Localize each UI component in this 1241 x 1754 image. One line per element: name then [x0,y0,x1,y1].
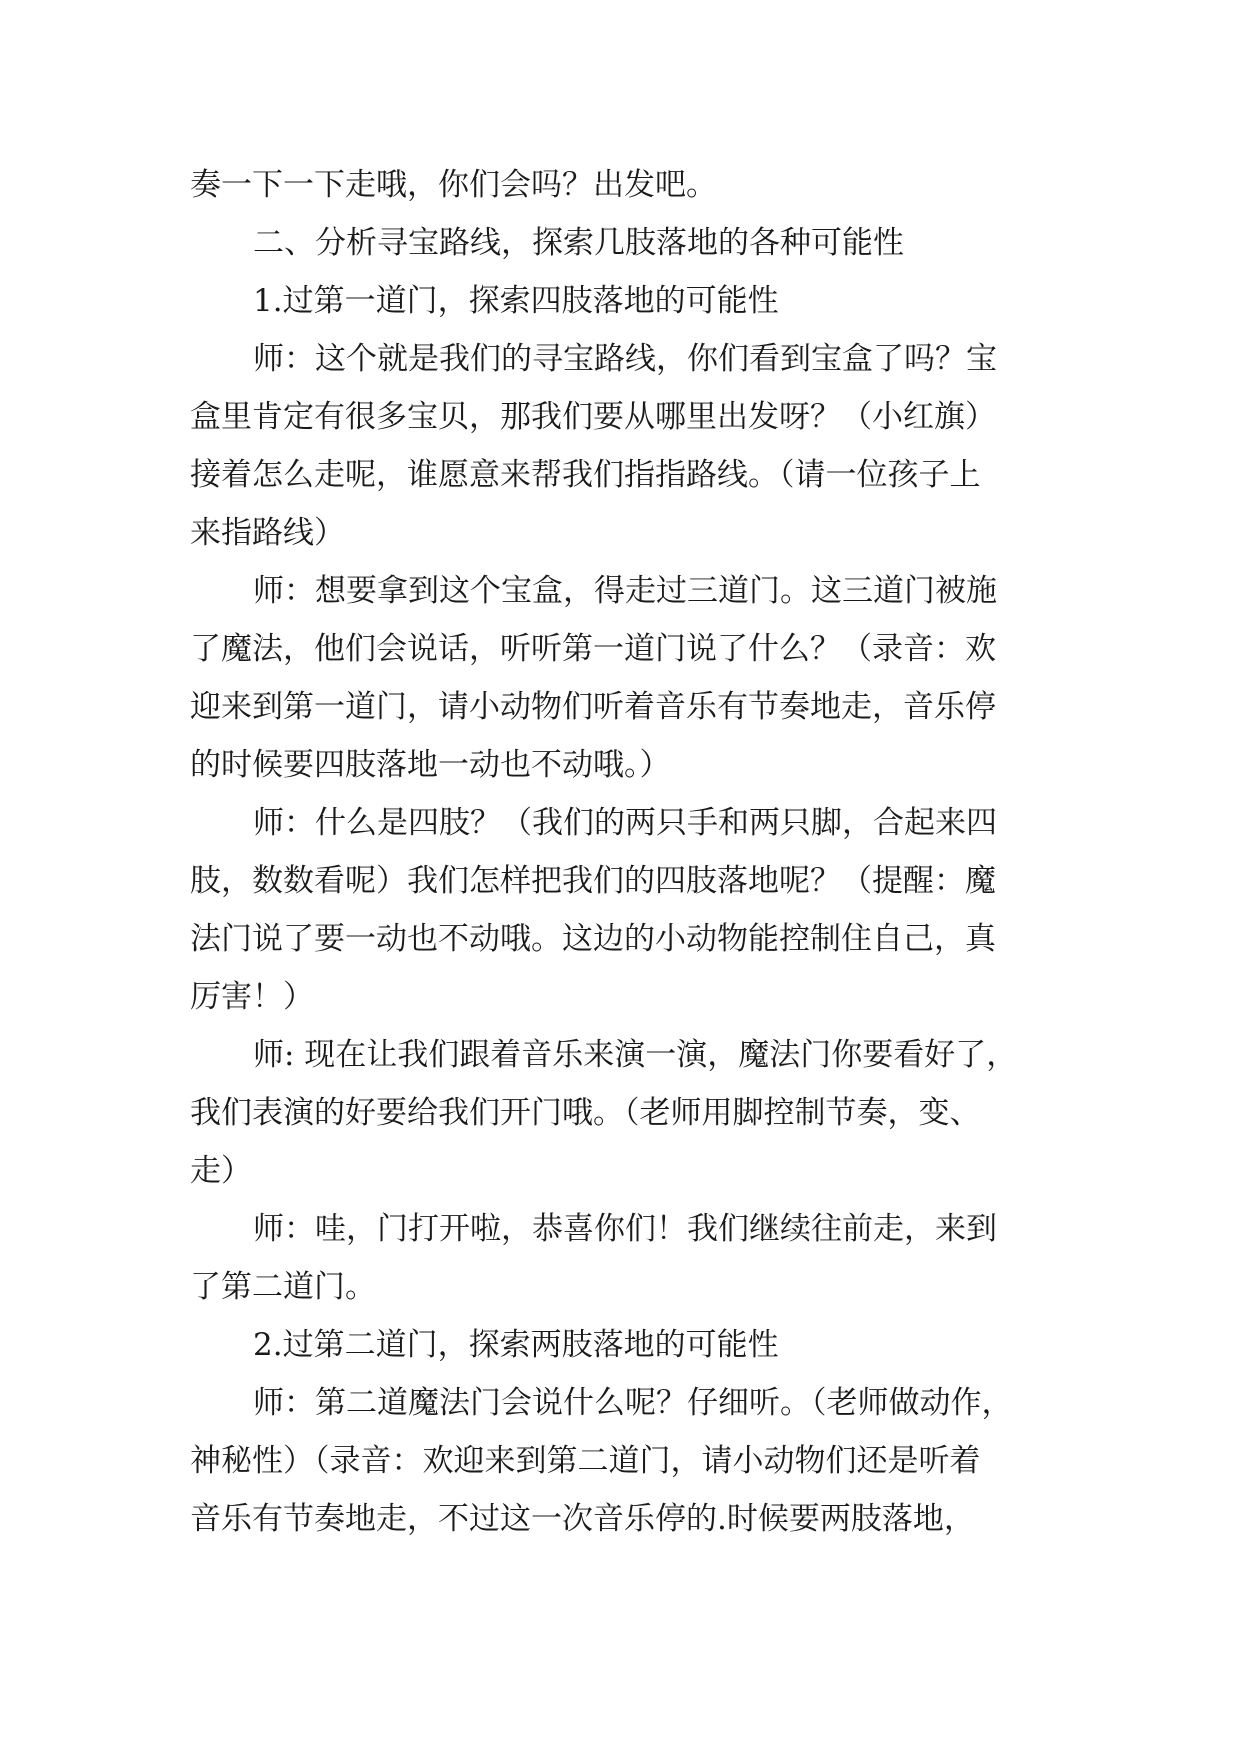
body-text-line: 盒里肯定有很多宝贝，那我们要从哪里出发呀？（小红旗） [190,399,996,435]
body-text-line: 师：哇，门打开啦，恭喜你们！我们继续往前走，来到 [253,1211,997,1247]
body-text-line: 走） [190,1153,252,1189]
body-text-line: 师: 现在让我们跟着音乐来演一演，魔法门你要看好了， [253,1037,1018,1073]
body-text-line: 我们表演的好要给我们开门哦。（老师用脚控制节奏，变、 [190,1095,981,1131]
body-text-line: 了魔法，他们会说话，听听第一道门说了什么？（录音：欢 [190,631,996,667]
body-text-line: 法门说了要一动也不动哦。这边的小动物能控制住自己，真 [190,921,996,957]
body-text-line: 音乐有节奏地走，不过这一次音乐停的.时候要两肢落地， [190,1501,975,1537]
body-text-line: 厉害！） [190,979,314,1015]
subsection-heading: 1.过第一道门，探索四肢落地的可能性 [253,283,779,319]
subsection-heading: 2.过第二道门，探索两肢落地的可能性 [253,1327,779,1363]
body-text-line: 接着怎么走呢，谁愿意来帮我们指指路线。（请一位孩子上 [190,457,981,493]
body-text-line: 师：什么是四肢？（我们的两只手和两只脚，合起来四 [253,805,997,841]
body-text-line: 师：想要拿到这个宝盒，得走过三道门。这三道门被施 [253,573,997,609]
body-text-line: 的时候要四肢落地一动也不动哦。） [190,747,671,783]
body-text-line: 迎来到第一道门，请小动物们听着音乐有节奏地走，音乐停 [190,689,996,725]
body-text-line: 了第二道门。 [190,1269,376,1305]
body-text-line: 师：这个就是我们的寻宝路线，你们看到宝盒了吗？宝 [253,341,997,377]
body-text-line: 神秘性）（录音：欢迎来到第二道门，请小动物们还是听着 [190,1443,981,1479]
body-text-line: 肢，数数看呢）我们怎样把我们的四肢落地呢？（提醒：魔 [190,863,996,899]
body-text-line: 师：第二道魔法门会说什么呢？仔细听。（老师做动作， [253,1385,1013,1421]
body-text-line: 奏一下一下走哦，你们会吗？出发吧。 [190,167,717,203]
section-heading: 二、分析寻宝路线，探索几肢落地的各种可能性 [253,225,904,261]
body-text-line: 来指路线） [190,515,345,551]
